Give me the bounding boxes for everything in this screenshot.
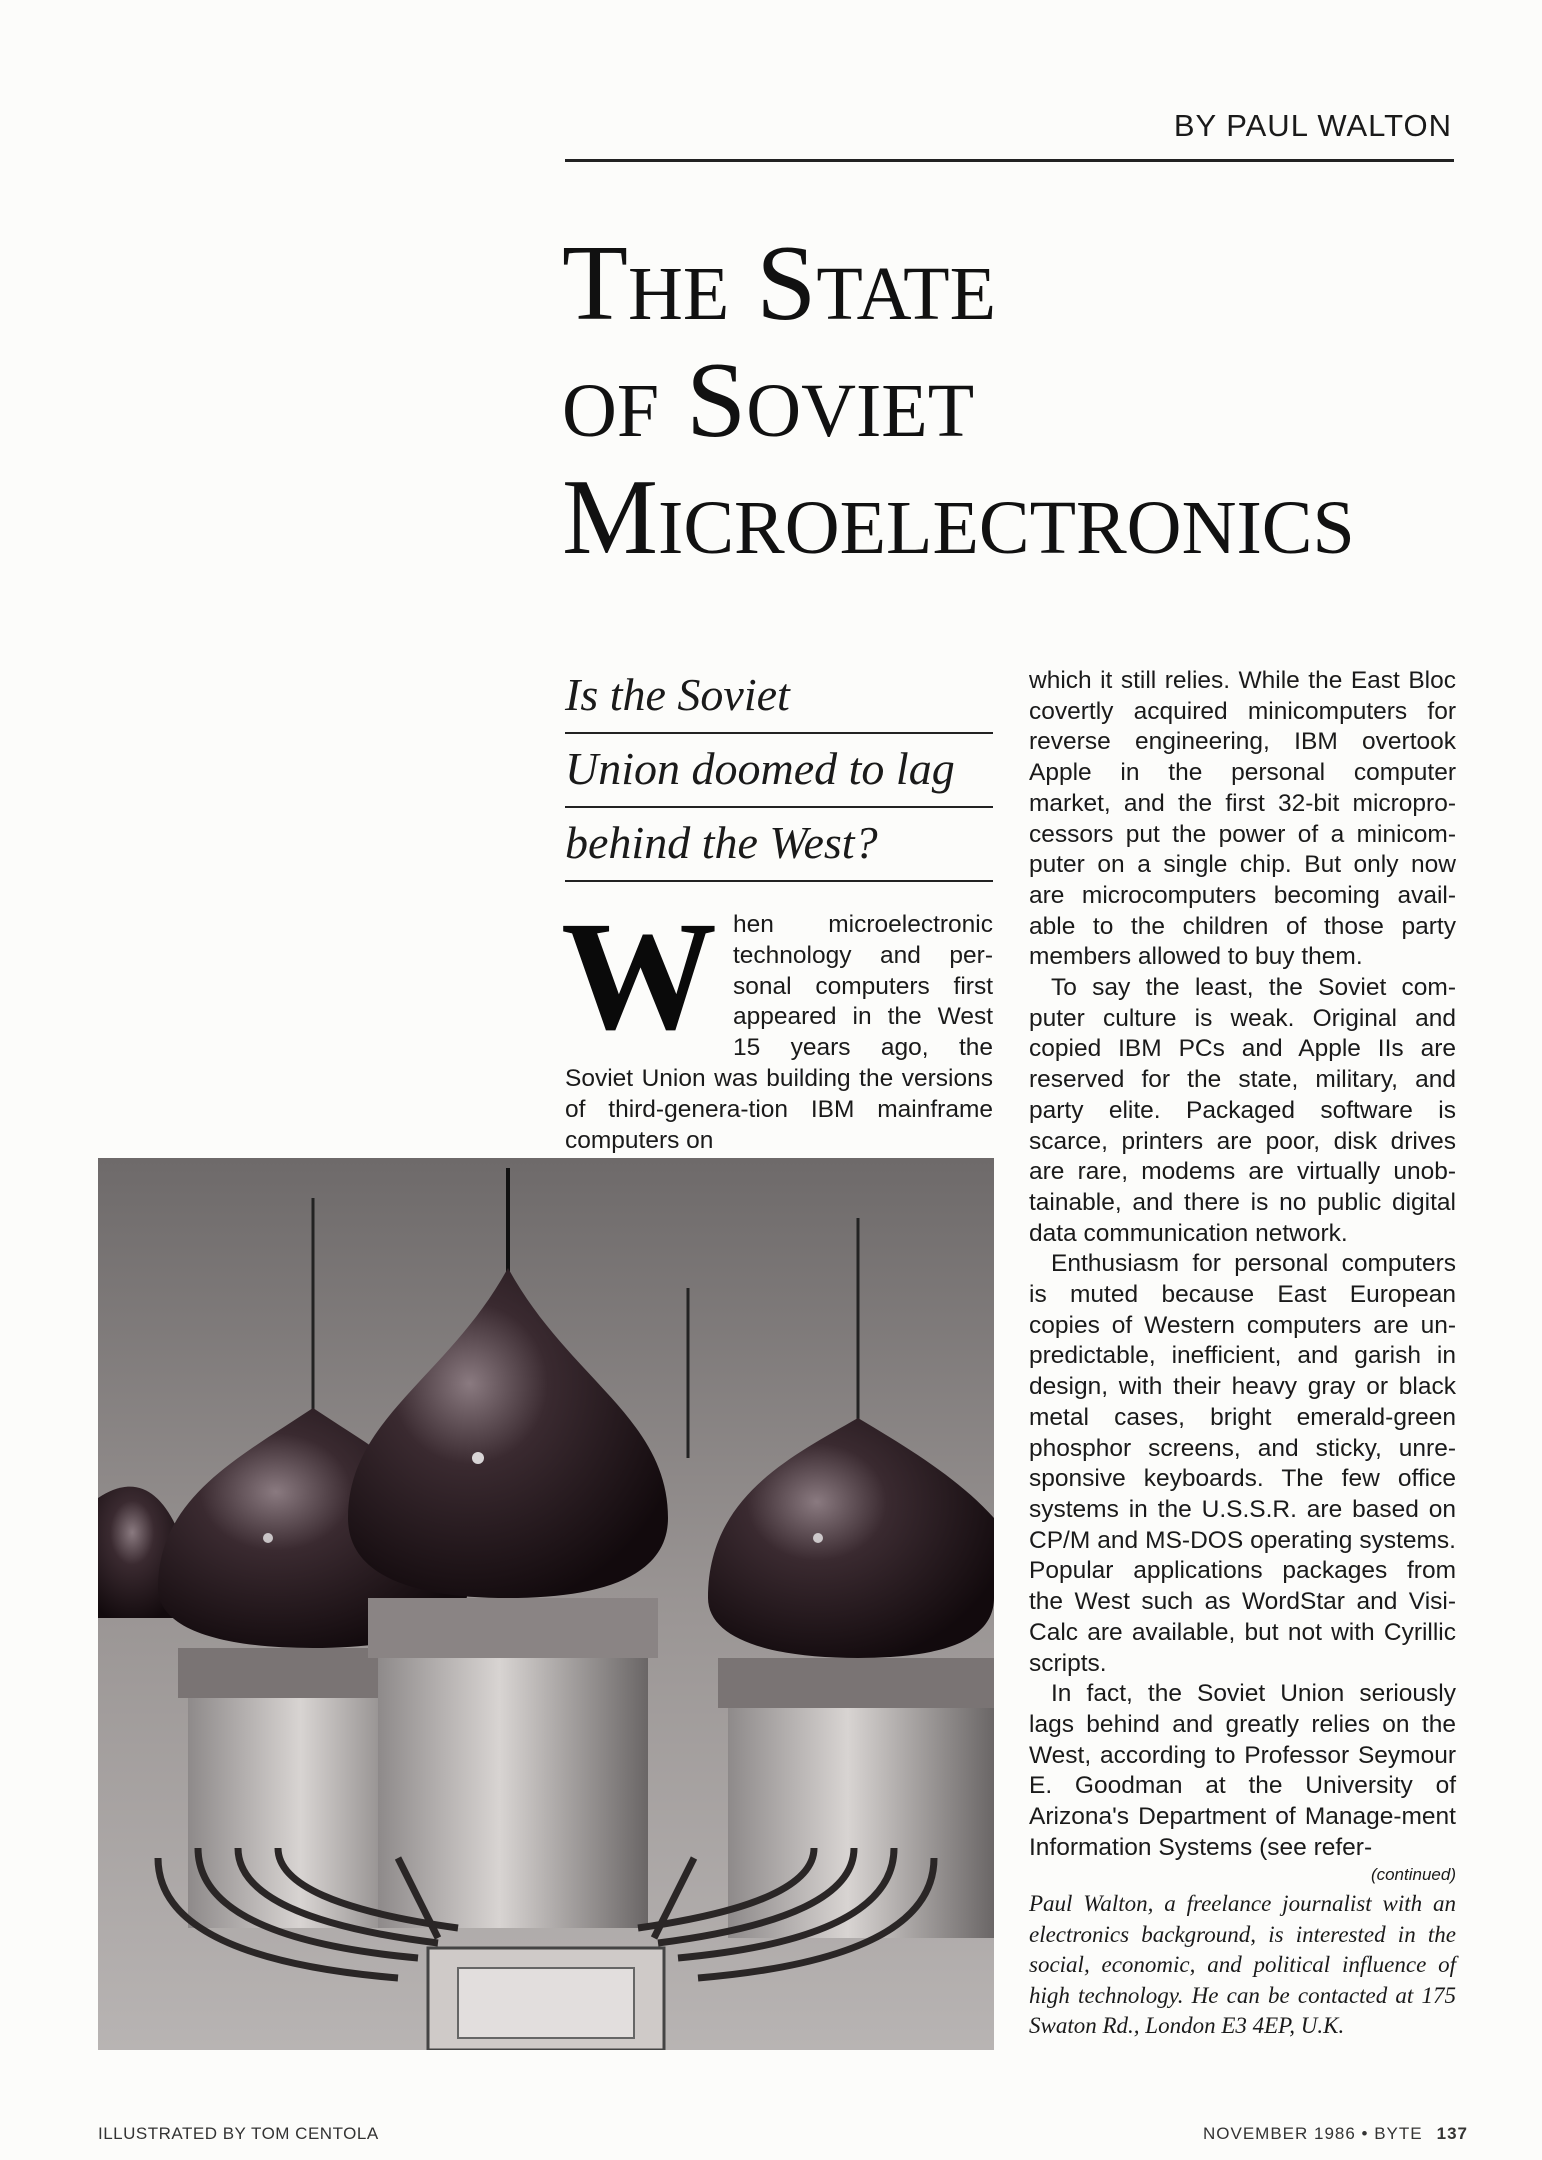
illustration-credit: ILLUSTRATED BY TOM CENTOLA — [98, 2124, 379, 2143]
author-bio: Paul Walton, a freelance journalist with an electronics background, is interested in the social, economic, and political influence of high technology. He can be contacted at 175 Swaton Rd., London E3 4EP, U.K. — [1029, 1891, 1456, 2039]
cover-illustration — [98, 1158, 994, 2050]
deck-line-2: Union doomed to lag — [565, 734, 993, 808]
continued-note: (continued) — [1370, 1865, 1456, 1885]
byline: BY PAUL WALTON — [1173, 108, 1452, 143]
page-footer — [1000, 2124, 1468, 2144]
body-paragraph-intro: hen microelectronic technology and per-sonal computers first appeared in the West 15 years ago, the Soviet Union was building the versions of third-genera-tion IBM mainframe computers on — [565, 911, 993, 1154]
body-column-left — [561, 889, 993, 1156]
title-line-2: of Soviet — [562, 341, 975, 460]
title-line-1: The State — [562, 224, 996, 343]
drop-cap: W — [561, 889, 717, 1062]
body-paragraph-3: Enthusiasm for personal computers is muted because East European copies of Western computers are un-predictable, inefficient, and garish in design, with their heavy gray or black metal cases, bright emerald-green phosphor screens, and sticky, unre-sponsive keyboards. The few office systems in the U.S.S.R. are based on CP/M and MS-DOS operating systems. Popular applications packages from the West such as WordStar and Visi-Calc are available, but not with Cyrillic scripts. — [1029, 1250, 1456, 1677]
onion-domes-circuit-illustration — [98, 1158, 994, 2050]
body-paragraph-1: which it still relies. While the East Bloc covertly acquired minicomputers for reverse engineering, IBM overtook Apple in the personal computer market, and the first 32-bit micropro-cessors put the power of a minicom-puter on a single chip. But only now are microcomputers becoming avail-able to the children of those party members allowed to buy them. — [1029, 667, 1456, 971]
header-rule — [565, 159, 1454, 162]
page-number: 137 — [1436, 2124, 1468, 2143]
issue-label: NOVEMBER 1986 • BYTE — [1202, 2124, 1423, 2143]
article-title — [562, 225, 1472, 576]
deck-subtitle — [565, 660, 993, 882]
deck-line-3: behind the West? — [565, 808, 993, 882]
body-paragraph-4: In fact, the Soviet Union seriously lags behind and greatly relies on the West, according to Professor Seymour E. Goodman at the University of Arizona's Department of Manage-ment Information Systems (see refer- — [1029, 1680, 1456, 1861]
title-line-3: Microelectronics — [562, 458, 1355, 577]
body-paragraph-2: To say the least, the Soviet com-puter culture is weak. Original and copied IBM PCs and Apple IIs are reserved for the state, military, and party elite. Packaged software is scarce, printers are poor, disk drives are rare, modems are virtually unob-tainable, and there is no public digital data communication network. — [1029, 974, 1456, 1247]
deck-line-1: Is the Soviet — [565, 660, 993, 734]
body-column-right — [1029, 666, 1456, 2042]
